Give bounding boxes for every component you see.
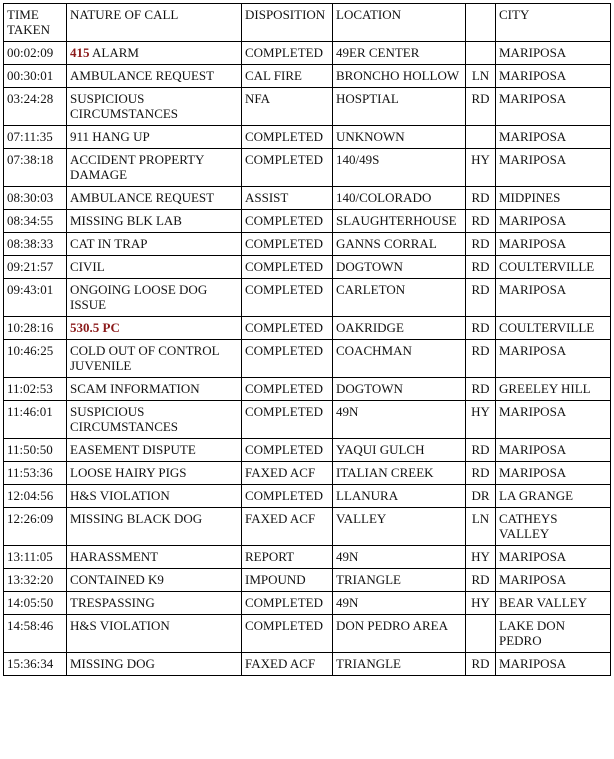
nature-cell [67, 439, 242, 462]
nature-cell [67, 340, 242, 378]
nature-cell [67, 256, 242, 279]
time-cell: 15:36:34 [4, 653, 67, 676]
disposition-cell: COMPLETED [242, 149, 333, 187]
table-row [4, 210, 611, 233]
table-header [4, 4, 611, 42]
time-cell: 09:21:57 [4, 256, 67, 279]
time-cell: 03:24:28 [4, 88, 67, 126]
time-cell: 14:58:46 [4, 615, 67, 653]
city-cell: GREELEY HILL [496, 378, 611, 401]
disposition-cell: COMPLETED [242, 378, 333, 401]
nature-cell [67, 546, 242, 569]
time-cell: 11:50:50 [4, 439, 67, 462]
street-suffix-cell: RD [466, 88, 496, 126]
nature-cell [67, 508, 242, 546]
nature-cell [67, 126, 242, 149]
header-city: CITY [496, 4, 611, 42]
nature-cell [67, 378, 242, 401]
street-suffix-cell: RD [466, 378, 496, 401]
nature-text: CONTAINED K9 [70, 572, 164, 587]
nature-text: ACCIDENT PROPERTY DAMAGE [70, 152, 204, 182]
city-cell: MARIPOSA [496, 233, 611, 256]
city-cell: MARIPOSA [496, 653, 611, 676]
street-suffix-cell: RD [466, 569, 496, 592]
nature-text: H&S VIOLATION [70, 488, 170, 503]
nature-cell [67, 88, 242, 126]
city-cell: MARIPOSA [496, 546, 611, 569]
nature-text: TRESPASSING [70, 595, 155, 610]
city-cell: COULTERVILLE [496, 256, 611, 279]
nature-text: SUSPICIOUS CIRCUMSTANCES [70, 91, 179, 121]
table-row [4, 65, 611, 88]
time-cell: 10:46:25 [4, 340, 67, 378]
table-row [4, 569, 611, 592]
disposition-cell: FAXED ACF [242, 653, 333, 676]
disposition-cell: CAL FIRE [242, 65, 333, 88]
street-suffix-cell [466, 42, 496, 65]
nature-cell [67, 149, 242, 187]
street-suffix-cell: RD [466, 653, 496, 676]
table-row [4, 439, 611, 462]
table-row [4, 317, 611, 340]
disposition-cell: REPORT [242, 546, 333, 569]
table-row [4, 485, 611, 508]
header-time-taken: TIME TAKEN [4, 4, 67, 42]
location-cell: 49N [333, 546, 466, 569]
header-suffix [466, 4, 496, 42]
location-cell: DOGTOWN [333, 256, 466, 279]
table-row [4, 279, 611, 317]
street-suffix-cell: RD [466, 462, 496, 485]
time-cell: 13:32:20 [4, 569, 67, 592]
table-row [4, 508, 611, 546]
location-cell: DOGTOWN [333, 378, 466, 401]
city-cell: MARIPOSA [496, 279, 611, 317]
nature-text: MISSING BLK LAB [70, 213, 182, 228]
location-cell: 49N [333, 401, 466, 439]
disposition-cell: FAXED ACF [242, 462, 333, 485]
nature-cell [67, 653, 242, 676]
street-suffix-cell: LN [466, 508, 496, 546]
nature-text: SCAM INFORMATION [70, 381, 200, 396]
disposition-cell: COMPLETED [242, 126, 333, 149]
table-row [4, 546, 611, 569]
table-row [4, 187, 611, 210]
table-row [4, 42, 611, 65]
location-cell: VALLEY [333, 508, 466, 546]
city-cell: LAKE DON PEDRO [496, 615, 611, 653]
street-suffix-cell: LN [466, 65, 496, 88]
nature-cell [67, 569, 242, 592]
city-cell: MARIPOSA [496, 149, 611, 187]
table-row [4, 462, 611, 485]
location-cell: 49ER CENTER [333, 42, 466, 65]
location-cell: CARLETON [333, 279, 466, 317]
nature-text: MISSING DOG [70, 656, 155, 671]
street-suffix-cell [466, 126, 496, 149]
city-cell: MARIPOSA [496, 42, 611, 65]
location-cell: OAKRIDGE [333, 317, 466, 340]
disposition-cell: COMPLETED [242, 233, 333, 256]
table-row [4, 592, 611, 615]
disposition-cell: COMPLETED [242, 485, 333, 508]
street-suffix-cell: RD [466, 340, 496, 378]
street-suffix-cell: HY [466, 546, 496, 569]
header-location: LOCATION [333, 4, 466, 42]
city-cell: MARIPOSA [496, 65, 611, 88]
time-cell: 08:38:33 [4, 233, 67, 256]
nature-text: ONGOING LOOSE DOG ISSUE [70, 282, 208, 312]
time-cell: 10:28:16 [4, 317, 67, 340]
street-suffix-cell: RD [466, 233, 496, 256]
location-cell: LLANURA [333, 485, 466, 508]
header-nature-of-call: NATURE OF CALL [67, 4, 242, 42]
location-cell: 140/COLORADO [333, 187, 466, 210]
disposition-cell: IMPOUND [242, 569, 333, 592]
time-cell: 12:26:09 [4, 508, 67, 546]
city-cell: MARIPOSA [496, 401, 611, 439]
street-suffix-cell: RD [466, 256, 496, 279]
time-cell: 14:05:50 [4, 592, 67, 615]
nature-cell [67, 485, 242, 508]
nature-text: MISSING BLACK DOG [70, 511, 203, 526]
time-cell: 13:11:05 [4, 546, 67, 569]
city-cell: MARIPOSA [496, 569, 611, 592]
disposition-cell: NFA [242, 88, 333, 126]
city-cell: MARIPOSA [496, 126, 611, 149]
header-disposition: DISPOSITION [242, 4, 333, 42]
time-cell: 11:53:36 [4, 462, 67, 485]
location-cell: ITALIAN CREEK [333, 462, 466, 485]
table-row [4, 126, 611, 149]
location-cell: COACHMAN [333, 340, 466, 378]
street-suffix-cell: RD [466, 439, 496, 462]
table-row [4, 149, 611, 187]
nature-text: COLD OUT OF CONTROL JUVENILE [70, 343, 220, 373]
street-suffix-cell: RD [466, 317, 496, 340]
street-suffix-cell: HY [466, 149, 496, 187]
nature-cell [67, 65, 242, 88]
nature-cell [67, 42, 242, 65]
disposition-cell: COMPLETED [242, 42, 333, 65]
city-cell: CATHEYS VALLEY [496, 508, 611, 546]
nature-code: 530.5 PC [70, 320, 120, 335]
disposition-cell: COMPLETED [242, 210, 333, 233]
nature-text: ALARM [92, 45, 139, 60]
time-cell: 07:11:35 [4, 126, 67, 149]
street-suffix-cell: HY [466, 592, 496, 615]
street-suffix-cell: RD [466, 210, 496, 233]
time-cell: 08:34:55 [4, 210, 67, 233]
nature-cell [67, 592, 242, 615]
nature-cell [67, 615, 242, 653]
time-cell: 12:04:56 [4, 485, 67, 508]
time-cell: 07:38:18 [4, 149, 67, 187]
call-log-table [3, 3, 611, 676]
city-cell: LA GRANGE [496, 485, 611, 508]
table-row [4, 233, 611, 256]
table-row [4, 653, 611, 676]
nature-text: CIVIL [70, 259, 105, 274]
city-cell: MARIPOSA [496, 88, 611, 126]
nature-text: HARASSMENT [70, 549, 159, 564]
nature-cell [67, 187, 242, 210]
location-cell: 140/49S [333, 149, 466, 187]
disposition-cell: COMPLETED [242, 439, 333, 462]
table-row [4, 340, 611, 378]
table-row [4, 615, 611, 653]
location-cell: 49N [333, 592, 466, 615]
table-body [4, 42, 611, 676]
location-cell: TRIANGLE [333, 569, 466, 592]
nature-text: SUSPICIOUS CIRCUMSTANCES [70, 404, 179, 434]
city-cell: MARIPOSA [496, 340, 611, 378]
table-row [4, 256, 611, 279]
location-cell: HOSPTIAL [333, 88, 466, 126]
location-cell: BRONCHO HOLLOW [333, 65, 466, 88]
disposition-cell: COMPLETED [242, 256, 333, 279]
street-suffix-cell: RD [466, 187, 496, 210]
street-suffix-cell: DR [466, 485, 496, 508]
disposition-cell: COMPLETED [242, 317, 333, 340]
city-cell: MARIPOSA [496, 210, 611, 233]
time-cell: 00:02:09 [4, 42, 67, 65]
nature-text: CAT IN TRAP [70, 236, 148, 251]
nature-cell [67, 317, 242, 340]
header-row [4, 4, 611, 42]
time-cell: 08:30:03 [4, 187, 67, 210]
disposition-cell: COMPLETED [242, 592, 333, 615]
city-cell: MARIPOSA [496, 439, 611, 462]
nature-text: AMBULANCE REQUEST [70, 190, 215, 205]
nature-text: LOOSE HAIRY PIGS [70, 465, 187, 480]
city-cell: MIDPINES [496, 187, 611, 210]
street-suffix-cell [466, 615, 496, 653]
street-suffix-cell: HY [466, 401, 496, 439]
location-cell: GANNS CORRAL [333, 233, 466, 256]
time-cell: 11:02:53 [4, 378, 67, 401]
time-cell: 09:43:01 [4, 279, 67, 317]
city-cell: BEAR VALLEY [496, 592, 611, 615]
time-cell: 11:46:01 [4, 401, 67, 439]
disposition-cell: COMPLETED [242, 401, 333, 439]
nature-cell [67, 233, 242, 256]
table-row [4, 401, 611, 439]
table-row [4, 88, 611, 126]
table-row [4, 378, 611, 401]
city-cell: MARIPOSA [496, 462, 611, 485]
city-cell: COULTERVILLE [496, 317, 611, 340]
disposition-cell: COMPLETED [242, 615, 333, 653]
disposition-cell: ASSIST [242, 187, 333, 210]
disposition-cell: COMPLETED [242, 340, 333, 378]
location-cell: YAQUI GULCH [333, 439, 466, 462]
location-cell: SLAUGHTERHOUSE [333, 210, 466, 233]
time-cell: 00:30:01 [4, 65, 67, 88]
location-cell: UNKNOWN [333, 126, 466, 149]
nature-cell [67, 401, 242, 439]
nature-code: 415 [70, 45, 90, 60]
nature-text: 911 HANG UP [70, 129, 150, 144]
nature-text: H&S VIOLATION [70, 618, 170, 633]
disposition-cell: COMPLETED [242, 279, 333, 317]
nature-cell [67, 279, 242, 317]
nature-text: AMBULANCE REQUEST [70, 68, 215, 83]
disposition-cell: FAXED ACF [242, 508, 333, 546]
location-cell: TRIANGLE [333, 653, 466, 676]
nature-cell [67, 462, 242, 485]
nature-text: EASEMENT DISPUTE [70, 442, 196, 457]
nature-cell [67, 210, 242, 233]
street-suffix-cell: RD [466, 279, 496, 317]
location-cell: DON PEDRO AREA [333, 615, 466, 653]
